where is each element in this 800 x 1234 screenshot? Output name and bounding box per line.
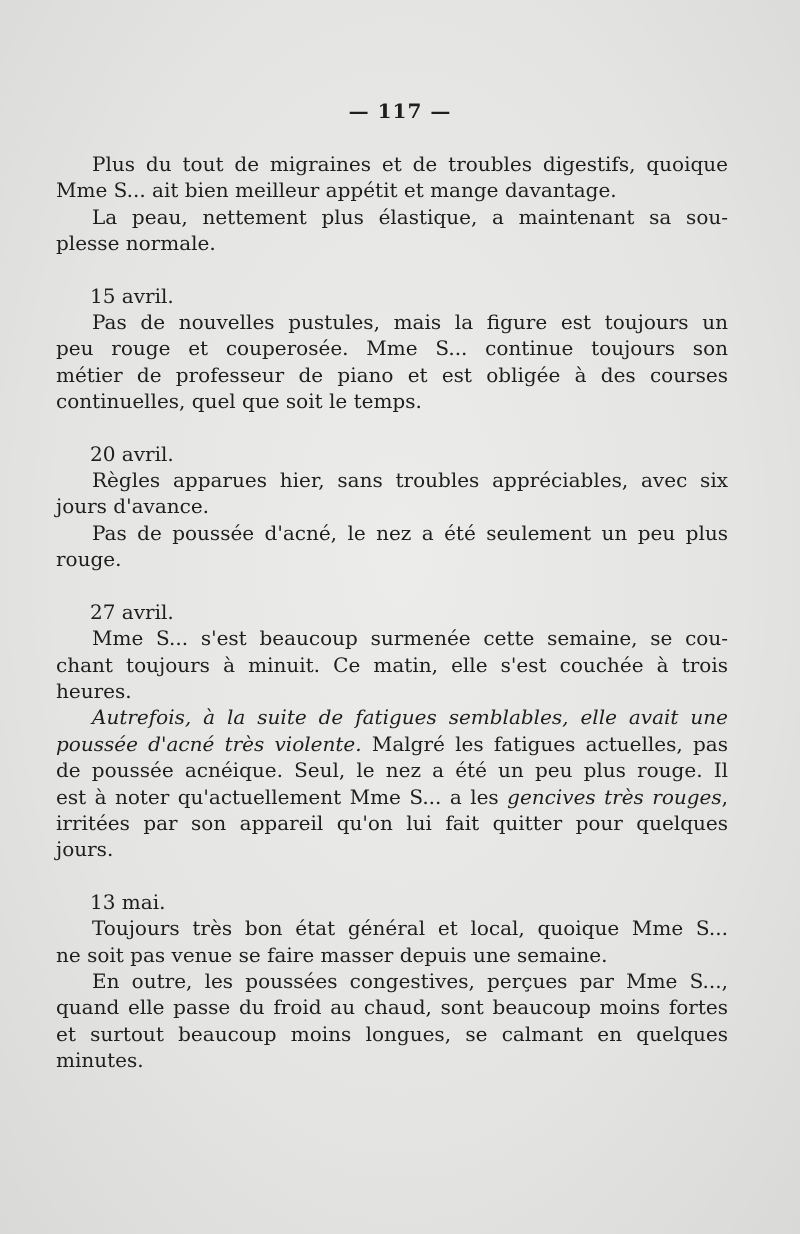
text-line: métier de professeur de piano et est obligée à des courses [56, 362, 728, 387]
text-line: jours. [56, 837, 114, 862]
text-line: jours d'avance. [56, 494, 210, 519]
text-line: Mme S... s'est beaucoup surmenée cette semaine, se cou- [92, 626, 728, 651]
entry-date: 13 mai. [90, 889, 166, 914]
text-line: Pas de nouvelles pustules, mais la figure est toujours un [92, 310, 728, 335]
paragraph [56, 915, 728, 968]
italic-text: Autrefois, à la suite de fatigues semblables, elle avait une [92, 705, 728, 730]
italic-text: poussée d'acné très violente. [56, 731, 362, 756]
text-run: Malgré les fatigues actuelles, pas [361, 731, 728, 756]
paragraph [56, 151, 728, 204]
section-gap [56, 257, 728, 283]
text-line: peu rouge et couperosée. Mme S... continue toujours son [56, 336, 728, 361]
paragraph [56, 625, 728, 704]
text-line: Mme S... ait bien meilleur appétit et mange davantage. [56, 178, 617, 203]
italic-text: gencives très rouges [507, 784, 722, 809]
section-gap [56, 415, 728, 441]
paragraph [56, 704, 728, 862]
text-run: , [721, 784, 729, 809]
paragraph [56, 467, 728, 520]
text-line: heures. [56, 678, 132, 703]
section-gap [56, 573, 728, 599]
text-line: plesse normale. [56, 231, 216, 256]
text-line: minutes. [56, 1048, 144, 1073]
text-line [56, 731, 728, 757]
paragraph [56, 968, 728, 1074]
text-line: Règles apparues hier, sans troubles appréciables, avec six [92, 468, 728, 493]
entry-date: 15 avril. [90, 283, 174, 308]
entry-date: 27 avril. [90, 599, 174, 624]
text-run: est à noter qu'actuellement Mme S... a les [56, 784, 508, 809]
text-line: Toujours très bon état général et local, quoique Mme S... [92, 916, 728, 941]
text-line: Plus du tout de migraines et de troubles digestifs, quoique [92, 152, 728, 176]
text-line: irritées par son appareil qu'on lui fait quitter pour quelques [56, 810, 728, 835]
text-line: et surtout beaucoup moins longues, se calmant en quelques [56, 1021, 728, 1046]
paragraph [56, 520, 728, 573]
entry-date: 20 avril. [90, 441, 174, 466]
text-line: chant toujours à minuit. Ce matin, elle s'est couchée à trois [56, 652, 728, 677]
text-line [56, 704, 728, 730]
text-line: de poussée acnéique. Seul, le nez a été un peu plus rouge. Il [56, 758, 728, 783]
page-number: — 117 — [348, 99, 452, 123]
text-line: ne soit pas venue se faire masser depuis une semaine. [56, 942, 608, 967]
text-line: continuelles, quel que soit le temps. [56, 389, 422, 414]
text-line: rouge. [56, 547, 122, 572]
text-line: quand elle passe du froid au chaud, sont beaucoup moins fortes [56, 995, 728, 1020]
page-body [56, 151, 728, 1074]
paragraph [56, 204, 728, 257]
text-line: En outre, les poussées congestives, perçues par Mme S..., [92, 968, 728, 993]
text-line [56, 784, 728, 810]
paragraph [56, 309, 728, 415]
section-gap [56, 863, 728, 889]
text-line: Pas de poussée d'acné, le nez a été seulement un peu plus [92, 520, 728, 545]
text-line: La peau, nettement plus élastique, a maintenant sa sou- [92, 204, 728, 229]
